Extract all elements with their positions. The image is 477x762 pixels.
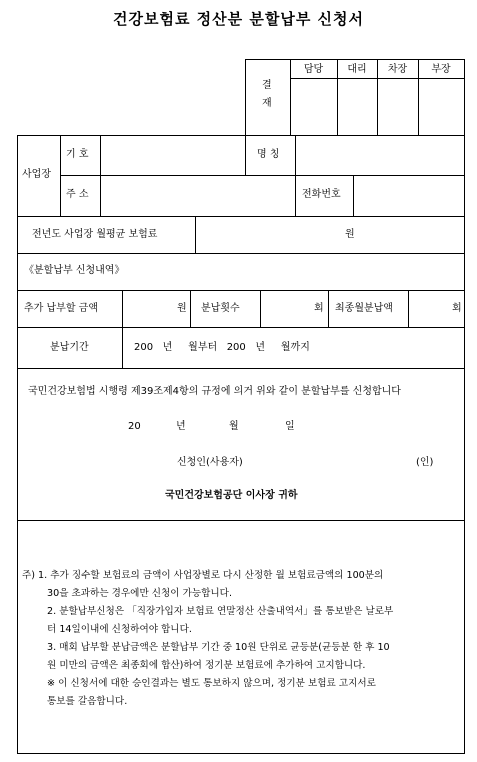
date-month-label: 월 [229,421,239,432]
page-title: 건강보험료 정산분 분할납부 신청서 [112,10,365,28]
address-field[interactable] [101,176,295,216]
approval-role-deputy: 대리 [347,64,367,75]
address-label: 주 소 [66,189,89,200]
applicant-section-label: 사업장 [22,169,51,180]
note-line: 30을 초과하는 경우에만 신청이 가능합니다. [47,588,233,599]
date-century: 20 [128,421,141,432]
name-field[interactable] [296,136,464,175]
final-installment-label: 최종월분납액 [335,303,393,314]
note-line: 3. 매회 납부할 분납금액은 분할납부 기간 중 10원 단위로 균등분(균등분 한 후 10 [47,642,390,653]
approval-role-chief: 차장 [387,64,408,75]
applicant-signature-label: 신청인(사용자) [177,457,243,468]
phone-field[interactable] [354,176,464,216]
addressee: 국민건강보험공단 이사장 귀하 [165,490,298,501]
period-label: 분납기간 [50,342,89,353]
date-day-label: 일 [285,421,295,432]
note-line: 터 14일이내에 신청하여야 합니다. [47,624,192,635]
note-line: 2. 분할납부신청은 「직장가입자 보험료 연말정산 산출내역서」를 통보받은 날로부 [47,606,394,617]
avg-premium-label: 전년도 사업장 월평균 보험료 [32,229,158,240]
code-field[interactable] [101,136,245,175]
avg-premium-field[interactable] [196,217,464,253]
note-line: ※ 이 신청서에 대한 승인결과는 별도 통보하지 않으며, 정기분 보험료 고지서로 [47,678,376,689]
approval-role-director: 부장 [431,64,451,75]
approval-role-manager: 담당 [303,64,324,75]
date-year-label: 년 [176,421,186,432]
code-label: 기 호 [66,149,89,160]
avg-premium-unit: 원 [345,229,355,240]
name-label: 명 칭 [257,149,280,160]
note-line: 원 미만의 금액은 최종회에 합산)하여 정기분 보험료에 추가하여 고지합니다. [47,660,366,671]
installment-count-label: 분납횟수 [201,303,240,314]
details-heading: 《분할납부 신청내역》 [24,265,125,276]
seal-label: (인) [416,457,434,468]
final-installment-unit: 회 [452,303,462,314]
statement-body: 국민건강보험법 시행령 제39조제4항의 규정에 의거 위와 같이 분할납부를 신청합니다 [28,386,401,397]
note-line: 주) 1. 추가 징수할 보험료의 금액이 사업장별로 다시 산정한 월 보험료금액의 100분의 [22,570,384,581]
note-line: 통보를 갈음합니다. [47,696,128,707]
extra-amount-unit: 원 [177,303,187,314]
installment-count-unit: 회 [314,303,324,314]
phone-label: 전화번호 [302,189,341,200]
approval-label-2: 재 [262,98,272,109]
period-value[interactable]: 200 년 월부터 200 년 월까지 [134,342,310,353]
approval-label-1: 결 [262,80,272,91]
extra-amount-label: 추가 납부할 금액 [24,303,98,314]
